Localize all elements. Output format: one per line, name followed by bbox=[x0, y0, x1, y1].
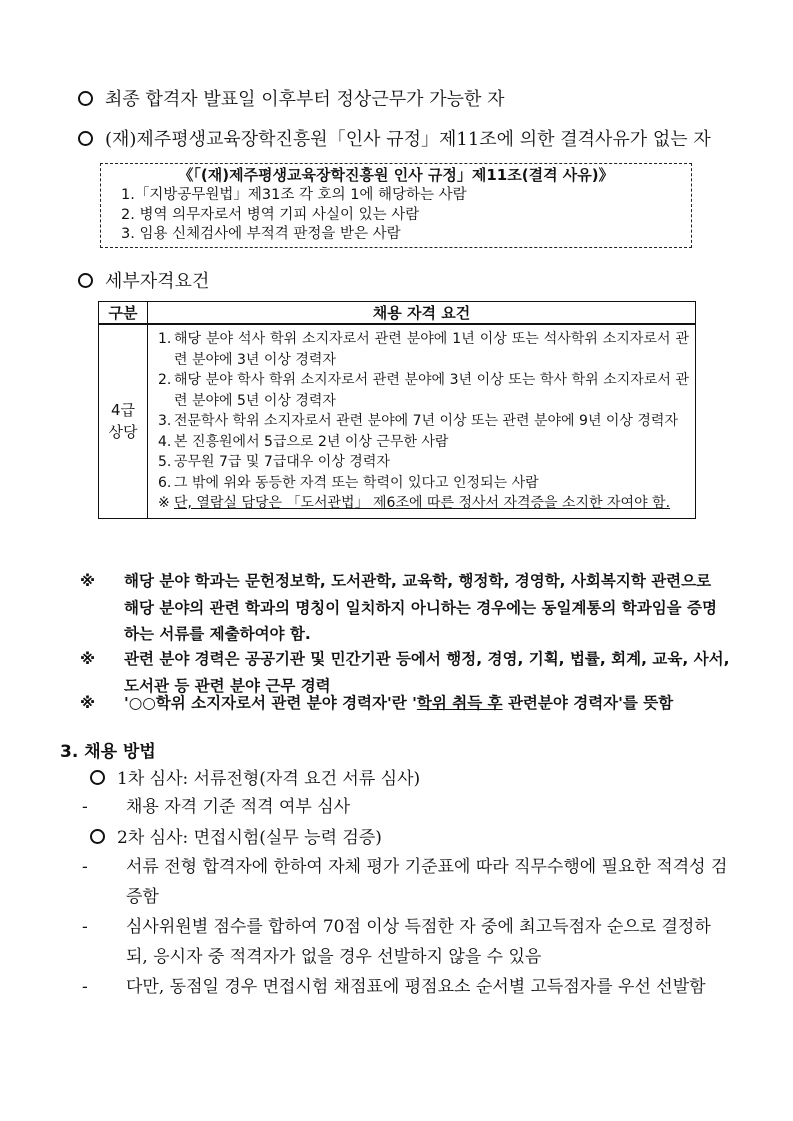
bullet-start-date bbox=[78, 88, 504, 112]
disqualification-item: 2. 병역 의무자로서 병역 기피 사실이 있는 사람 bbox=[121, 206, 420, 223]
requirement-item: 4. 본 진흥원에서 5급으로 2년 이상 근무한 사람 bbox=[158, 433, 449, 450]
requirement-item: 3. 전문학사 학위 소지자로서 관련 분야에 7년 이상 또는 관련 분야에 9년 이상 경력자 bbox=[158, 413, 678, 429]
header-requirements: 채용 자격 요건 bbox=[148, 302, 696, 325]
requirements-table bbox=[98, 301, 696, 519]
disqualification-box bbox=[100, 163, 692, 248]
circle-bullet-icon bbox=[78, 273, 93, 288]
circle-bullet-icon bbox=[78, 131, 93, 146]
note-degree-experience: ※ '○○학위 소지자로서 관련 분야 경력자'란 '학위 취득 후 관련분야 경력자'를 뜻함 bbox=[80, 694, 674, 712]
circle-bullet-icon bbox=[90, 829, 105, 844]
stage-2-heading: 2차 심사: 면접시험(실무 능력 검증) bbox=[90, 826, 382, 850]
disqualification-item: 3. 임용 신체검사에 부적격 판정을 받은 사람 bbox=[121, 226, 401, 242]
bullet-detailed-requirements bbox=[78, 270, 209, 294]
bullet-text: (재)제주평생교육장학진흥원「인사 규정」제11조에 의한 결격사유가 없는 자 bbox=[105, 129, 711, 150]
grade-cell bbox=[99, 324, 148, 518]
requirements-cell bbox=[148, 324, 696, 518]
note-related-experience: ※ 관련 분야 경력은 공공기관 및 민간기관 등에서 행정, 경영, 기획, 법률, 회계, 교육, 사서, 도서관 등 관련 분야 근무 경력 bbox=[80, 650, 730, 695]
section-title-hiring-method: 3. 채용 방법 bbox=[60, 742, 156, 762]
header-grade: 구분 bbox=[99, 302, 148, 325]
stage-2-detail-3: - 다만, 동점일 경우 면접시험 채점표에 평점요소 순서별 고득점자를 우선 선발함 bbox=[82, 977, 706, 997]
bullet-no-disqualification bbox=[78, 128, 711, 152]
note-related-majors: ※ 해당 분야 학과는 문헌정보학, 도서관학, 교육학, 행정학, 경영학, 사회복지학 관련으로 해당 분야의 관련 학과의 명칭이 일치하지 아니하는 경우에는 동일계통의 학과임을 증명하는 서류를 제출하여야 함. bbox=[80, 572, 717, 643]
requirement-item: 6. 그 밖에 위와 동등한 자격 또는 학력이 있다고 인정되는 사람 bbox=[158, 474, 539, 491]
requirement-item: 2. 해당 분야 학사 학위 소지자로서 관련 분야에 3년 이상 또는 학사 학위 소지자로서 관련 분야에 5년 이상 경력자 bbox=[158, 372, 689, 409]
table-header-row bbox=[99, 302, 696, 325]
stage-2-detail-2: - 심사위원별 점수를 합하여 70점 이상 득점한 자 중에 최고득점자 순으로 결정하되, 응시자 중 적격자가 없을 경우 선발하지 않을 수 있음 bbox=[82, 917, 711, 967]
requirement-item: 5. 공무원 7급 및 7급대우 이상 경력자 bbox=[158, 454, 390, 470]
requirement-footnote: ※ 단, 열람실 담당은 「도서관법」 제6조에 따른 정사서 자격증을 소지한 자여야 함. bbox=[158, 495, 671, 511]
bullet-text: 세부자격요건 bbox=[105, 271, 210, 292]
bullet-text: 최종 합격자 발표일 이후부터 정상근무가 가능한 자 bbox=[105, 89, 505, 110]
stage-1-detail: - 채용 자격 기준 적격 여부 심사 bbox=[82, 797, 351, 817]
grade-line: 상당 bbox=[108, 423, 138, 442]
disqualification-item: 1.「지방공무원법」제31조 각 호의 1에 해당하는 사람 bbox=[121, 187, 467, 203]
grade-line: 4급 bbox=[110, 401, 136, 420]
requirement-item: 1. 해당 분야 석사 학위 소지자로서 관련 분야에 1년 이상 또는 석사학위 소지자로서 관련 분야에 3년 이상 경력자 bbox=[158, 331, 689, 368]
disqualification-title: 《「(재)제주평생교육장학진흥원 인사 규정」제11조(결격 사유)》 bbox=[178, 166, 614, 184]
circle-bullet-icon bbox=[78, 91, 93, 106]
stage-1-heading: 1차 심사: 서류전형(자격 요건 서류 심사) bbox=[90, 767, 420, 791]
table-row bbox=[99, 324, 696, 518]
circle-bullet-icon bbox=[90, 770, 105, 785]
stage-2-detail-1: - 서류 전형 합격자에 한하여 자체 평가 기준표에 따라 직무수행에 필요한 적격성 검증함 bbox=[82, 857, 728, 907]
